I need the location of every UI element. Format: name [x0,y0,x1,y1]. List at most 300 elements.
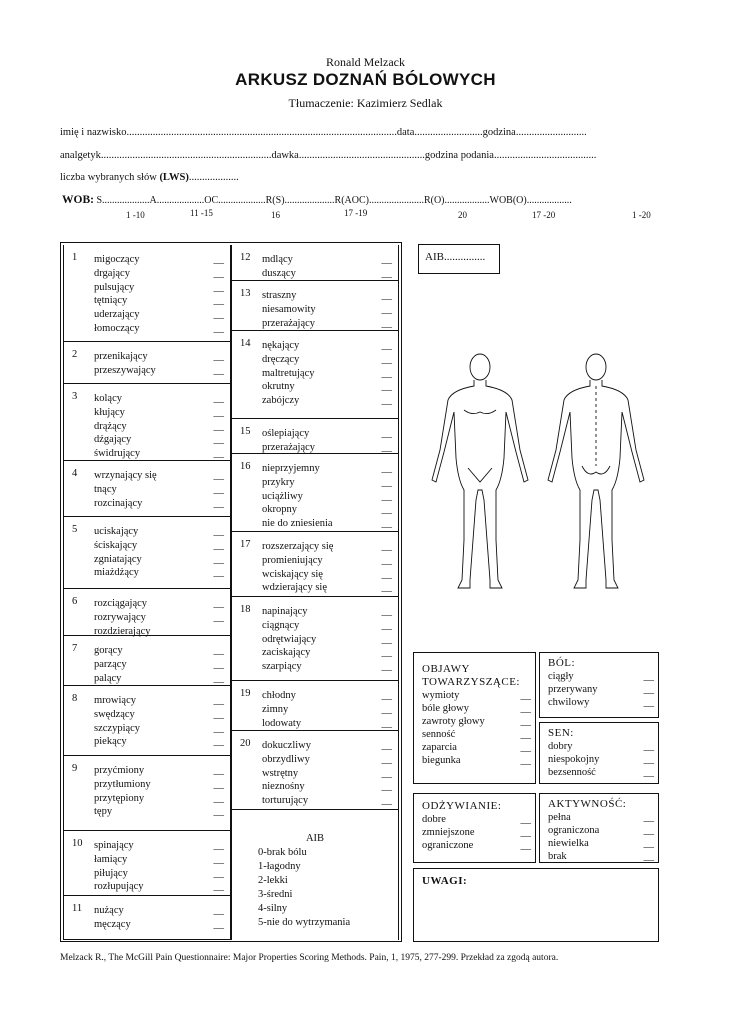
descriptor-label: zaciskający [262,647,311,659]
objawy-item[interactable] [422,702,535,715]
akt-item[interactable] [548,824,658,837]
descriptor-label: łomoczący [94,322,140,334]
descriptor-label: wdzierający się [262,582,328,594]
lws-label: (LWS) [159,172,189,183]
descriptor-label: napinający [262,606,308,617]
group-number: 12 [240,252,251,263]
answer-blank[interactable]: __ [381,441,392,453]
descriptor-label: dźgający [94,434,132,446]
uwagi-box[interactable] [413,868,659,942]
descriptor-word[interactable] [94,708,226,722]
descriptor-label: przytępiony [94,792,145,804]
descriptor-word[interactable] [262,717,394,731]
answer-blank[interactable]: __ [213,918,224,930]
answer-blank[interactable]: __ [643,741,654,752]
range-oc: 16 [271,210,280,220]
descriptor-word[interactable] [94,525,226,539]
descriptor-word[interactable] [94,483,226,497]
odz-item[interactable] [422,839,535,852]
answer-blank[interactable]: __ [213,792,224,804]
answer-blank[interactable]: __ [213,322,224,334]
descriptor-word[interactable] [94,553,226,567]
answer-blank[interactable]: __ [213,567,224,579]
aib-scale-item: 2-lekki [258,875,288,886]
descriptor-word[interactable] [262,353,394,367]
answer-blank[interactable]: __ [213,351,224,362]
descriptor-label: ściskający [94,539,138,551]
descriptor-word[interactable] [94,880,226,894]
answer-blank[interactable]: __ [213,881,224,893]
body-front-figure[interactable] [432,354,528,588]
descriptor-word[interactable] [262,568,394,582]
wob-fields[interactable]: S...................A...................OC...................R(S)....................R(AOC)......................R(O)..................WOB(O).................. [93,195,572,206]
word-count-label: liczba wybranych słów [60,172,160,183]
descriptor-word[interactable] [262,503,394,517]
descriptor-word[interactable] [94,364,226,378]
descriptor-label: uciążliwy [262,490,303,502]
descriptor-word[interactable] [262,794,394,808]
descriptor-word[interactable] [94,469,226,483]
descriptor-word[interactable] [262,689,394,703]
descriptor-word[interactable] [94,805,226,819]
answer-blank[interactable]: __ [213,658,224,670]
body-diagram[interactable] [412,340,662,600]
answer-blank[interactable]: __ [381,541,392,552]
bol-item[interactable] [548,696,658,709]
descriptor-label: rozszerzający się [262,541,334,552]
aib-scale [231,830,399,940]
answer-blank[interactable]: __ [643,838,654,849]
objawy-item[interactable] [422,728,535,741]
answer-blank[interactable]: __ [381,395,392,407]
answer-blank[interactable]: __ [213,497,224,509]
item-label: bóle głowy [422,703,469,714]
descriptor-word[interactable] [94,839,226,853]
answer-blank[interactable]: __ [213,281,224,293]
aib-scale-item: 3-średni [258,889,293,900]
answer-blank[interactable]: __ [381,504,392,516]
descriptor-label: piłujący [94,867,128,879]
descriptor-label: nieprzyjemny [262,463,320,474]
descriptor-word[interactable] [94,694,226,708]
analgesic-line[interactable]: analgetyk.................................................................dawka................................................godzina podania....................................... [60,150,597,161]
descriptor-word[interactable] [94,566,226,580]
descriptor-word[interactable] [262,380,394,394]
answer-blank[interactable]: __ [213,526,224,537]
descriptor-label: szczypiący [94,722,141,734]
answer-blank[interactable]: __ [213,765,224,776]
range-raoc: 20 [458,210,467,220]
descriptor-group-3 [64,384,230,461]
answer-blank[interactable]: __ [381,717,392,729]
answer-blank[interactable]: __ [520,755,531,766]
sen-item[interactable] [548,753,658,766]
descriptor-word[interactable] [262,767,394,781]
bol-title: BÓL: [548,657,576,669]
answer-blank[interactable]: __ [381,290,392,301]
descriptor-label: dręczący [262,353,300,365]
descriptor-label: nie do zniesienia [262,518,333,530]
answer-blank[interactable]: __ [213,553,224,565]
descriptor-word[interactable] [262,289,394,303]
answer-blank[interactable]: __ [643,851,654,862]
descriptor-group-4 [64,461,230,517]
akt-item[interactable] [548,837,658,850]
descriptor-word[interactable] [94,722,226,736]
descriptor-word[interactable] [262,367,394,381]
descriptor-word[interactable] [94,267,226,281]
answer-blank[interactable]: __ [381,606,392,617]
answer-blank[interactable]: __ [643,767,654,778]
group-number: 18 [240,604,251,615]
answer-blank[interactable]: __ [381,367,392,379]
descriptor-column-left [63,245,231,940]
descriptor-word[interactable] [262,476,394,490]
descriptor-label: tnący [94,483,117,495]
descriptor-word[interactable] [262,427,394,441]
descriptor-group-12 [232,245,398,281]
bol-item[interactable] [548,683,658,696]
group-number: 11 [72,903,83,914]
descriptor-label: wciskający się [262,568,323,580]
descriptor-word[interactable] [262,462,394,476]
descriptor-word[interactable] [94,406,226,420]
descriptor-label: przerażający [262,317,316,329]
descriptor-word[interactable] [94,644,226,658]
aib-scale-title: AIB [305,833,325,844]
answer-blank[interactable]: __ [643,684,654,695]
group-number: 14 [240,338,251,349]
aib-field[interactable]: AIB............... [418,244,500,274]
sen-title: SEN: [548,727,574,739]
wob-label: WOB: [62,194,94,206]
descriptor-word[interactable] [262,394,394,408]
answer-blank[interactable]: __ [643,754,654,765]
answer-blank[interactable]: __ [213,420,224,432]
item-label: zaparcia [422,742,457,753]
descriptor-word[interactable] [262,780,394,794]
translator: Tłumaczenie: Kazimierz Sedlak [288,96,443,110]
descriptor-word[interactable] [94,904,226,918]
answer-blank[interactable]: __ [520,814,531,825]
answer-blank[interactable]: __ [213,470,224,481]
answer-blank[interactable]: __ [213,483,224,495]
descriptor-word[interactable] [94,792,226,806]
descriptor-word[interactable] [94,497,226,511]
odzywianie-title: ODŻYWIANIE: [422,800,502,812]
answer-blank[interactable]: __ [213,645,224,656]
descriptor-word[interactable] [94,597,226,611]
uwagi-title: UWAGI: [422,875,468,887]
sen-item[interactable] [548,766,658,779]
aib-scale-item: 1-łagodny [258,861,301,872]
descriptor-label: okropny [262,504,297,516]
descriptor-label: nużący [94,905,124,916]
descriptor-word[interactable] [94,918,226,932]
descriptor-word[interactable] [262,605,394,619]
answer-blank[interactable]: __ [213,434,224,446]
answer-blank[interactable]: __ [381,568,392,580]
descriptor-word[interactable] [262,581,394,595]
descriptor-word[interactable] [94,308,226,322]
group-number: 8 [72,693,78,704]
descriptor-label: rozłupujący [94,881,144,893]
answer-blank[interactable]: __ [213,539,224,551]
descriptor-label: dokuczliwy [262,740,311,751]
descriptor-word[interactable] [94,853,226,867]
answer-blank[interactable]: __ [381,690,392,701]
akt-item[interactable] [548,850,658,863]
answer-blank[interactable]: __ [643,812,654,823]
group-number: 6 [72,596,78,607]
descriptor-word[interactable] [262,339,394,353]
footer-citation: Melzack R., The McGill Pain Questionnaire: Major Properties Scoring Methods. Pain, 1, 1975, 277-299. Przekład za zgodą autora. [60,953,559,963]
answer-blank[interactable]: __ [381,490,392,502]
descriptor-word[interactable] [94,294,226,308]
descriptor-word[interactable] [262,303,394,317]
answer-blank[interactable]: __ [213,672,224,684]
range-wob: 1 -20 [632,210,651,220]
descriptor-word[interactable] [94,253,226,267]
answer-blank[interactable]: __ [381,647,392,659]
word-count-line[interactable] [60,172,239,183]
answer-blank[interactable]: __ [213,309,224,321]
descriptor-word[interactable] [94,539,226,553]
descriptor-group-8 [64,686,230,756]
objawy-item[interactable] [422,754,535,767]
range-rs: 17 -19 [344,208,368,218]
descriptor-label: tępy [94,806,113,818]
descriptor-label: zgniatający [94,553,142,565]
answer-blank[interactable]: __ [213,905,224,916]
answer-blank[interactable]: __ [213,625,224,637]
descriptor-label: lodowaty [262,717,302,729]
bol-box [539,652,659,718]
item-label: senność [422,729,456,740]
answer-blank[interactable]: __ [381,767,392,779]
descriptor-label: rozciągający [94,598,148,609]
descriptor-label: odrętwiający [262,633,317,645]
item-label: przerywany [548,684,598,695]
aktywnosc-box [539,793,659,863]
descriptor-label: torturujący [262,795,309,807]
descriptor-word[interactable] [262,739,394,753]
answer-blank[interactable]: __ [213,364,224,376]
descriptor-word[interactable] [262,753,394,767]
answer-blank[interactable]: __ [520,716,531,727]
descriptor-word[interactable] [262,703,394,717]
descriptor-word[interactable] [94,611,226,625]
item-label: zawroty głowy [422,716,485,727]
descriptor-word[interactable] [94,672,226,686]
answer-blank[interactable]: __ [213,695,224,706]
answer-blank[interactable]: __ [381,781,392,793]
answer-blank[interactable]: __ [520,840,531,851]
descriptor-label: przerażający [262,441,316,453]
descriptor-label: wstrętny [262,767,299,779]
descriptor-word[interactable] [94,350,226,364]
answer-blank[interactable]: __ [381,554,392,566]
descriptor-word[interactable] [94,778,226,792]
descriptor-label: parzący [94,658,127,670]
odz-item[interactable] [422,813,535,826]
item-label: ciągły [548,671,574,682]
item-label: wymioty [422,690,460,701]
item-label: niewielka [548,838,589,849]
descriptor-label: promieniujący [262,554,323,566]
objawy-item[interactable] [422,689,535,702]
answer-blank[interactable]: __ [643,671,654,682]
descriptor-label: kłujący [94,406,125,418]
descriptor-word[interactable] [262,490,394,504]
answer-blank[interactable]: __ [381,340,392,351]
answer-blank[interactable]: __ [381,518,392,530]
descriptor-word[interactable] [94,420,226,434]
answer-blank[interactable]: __ [381,476,392,488]
descriptor-word[interactable] [262,633,394,647]
descriptor-word[interactable] [262,554,394,568]
answer-blank[interactable]: __ [213,598,224,609]
answer-blank[interactable]: __ [213,867,224,879]
descriptor-word[interactable] [262,646,394,660]
answer-blank[interactable]: __ [213,806,224,818]
answer-blank[interactable]: __ [381,582,392,594]
answer-blank[interactable]: __ [381,661,392,673]
answer-blank[interactable]: __ [381,619,392,631]
answer-blank[interactable]: __ [213,778,224,790]
descriptor-label: męczący [94,918,131,930]
item-label: ograniczona [548,825,600,836]
item-label: biegunka [422,755,461,766]
range-s: 1 -10 [126,210,145,220]
objawy-title-2: TOWARZYSZĄCE: [422,676,520,688]
answer-blank[interactable]: __ [381,463,392,474]
odz-item[interactable] [422,826,535,839]
descriptor-label: mrowiący [94,695,136,706]
answer-blank[interactable]: __ [520,690,531,701]
answer-blank[interactable]: __ [213,393,224,404]
descriptor-group-14 [232,331,398,419]
descriptor-word[interactable] [262,441,394,455]
answer-blank[interactable]: __ [213,611,224,623]
bol-item[interactable] [548,670,658,683]
sen-box [539,722,659,784]
answer-blank[interactable]: __ [381,703,392,715]
group-number: 2 [72,349,78,360]
descriptor-label: gorący [94,645,123,656]
descriptor-word[interactable] [94,867,226,881]
descriptor-word[interactable] [94,735,226,749]
descriptor-group-9 [64,756,230,831]
descriptor-word[interactable] [94,322,226,336]
descriptor-word[interactable] [262,267,394,281]
descriptor-label: łamiący [94,853,128,865]
answer-blank[interactable]: __ [213,406,224,418]
descriptor-label: zimny [262,703,289,715]
descriptor-word[interactable] [94,392,226,406]
descriptor-word[interactable] [94,764,226,778]
descriptor-label: palący [94,672,122,684]
answer-blank[interactable]: __ [381,753,392,765]
objawy-item[interactable] [422,741,535,754]
objawy-item[interactable] [422,715,535,728]
descriptor-label: miażdżący [94,567,139,579]
answer-blank[interactable]: __ [520,827,531,838]
answer-blank[interactable]: __ [381,633,392,645]
answer-blank[interactable]: __ [213,254,224,265]
descriptor-word[interactable] [262,253,394,267]
descriptor-word[interactable] [262,660,394,674]
descriptor-word[interactable] [94,433,226,447]
answer-blank[interactable]: __ [213,853,224,865]
sen-item[interactable] [548,740,658,753]
descriptor-label: duszący [262,267,296,279]
word-count-field[interactable]: ................... [188,172,239,183]
answer-blank[interactable]: __ [643,697,654,708]
descriptor-label: nieznośny [262,781,305,793]
answer-blank[interactable]: __ [213,267,224,279]
range-a: 11 -15 [190,208,213,218]
answer-blank[interactable]: __ [381,740,392,751]
descriptor-label: migoczący [94,254,140,265]
group-number: 13 [240,288,251,299]
descriptor-group-17 [232,532,398,597]
descriptor-group-5 [64,517,230,589]
answer-blank[interactable]: __ [213,722,224,734]
descriptor-group-20 [232,731,398,810]
answer-blank[interactable]: __ [381,428,392,439]
answer-blank[interactable]: __ [381,353,392,365]
answer-blank[interactable]: __ [213,840,224,851]
answer-blank[interactable]: __ [213,295,224,307]
answer-blank[interactable]: __ [213,448,224,460]
descriptor-group-6 [64,589,230,636]
body-back-figure[interactable] [548,354,644,588]
answer-blank[interactable]: __ [381,303,392,315]
descriptor-label: świdrujący [94,448,141,460]
objawy-title-1: OBJAWY [422,663,470,675]
answer-blank[interactable]: __ [643,825,654,836]
answer-blank[interactable]: __ [381,381,392,393]
akt-item[interactable] [548,811,658,824]
descriptor-word[interactable] [94,447,226,461]
descriptor-word[interactable] [262,619,394,633]
answer-blank[interactable]: __ [213,736,224,748]
answer-blank[interactable]: __ [381,254,392,265]
wob-line[interactable] [62,194,572,206]
group-number: 15 [240,426,251,437]
item-label: ograniczone [422,840,474,851]
descriptor-group-13 [232,281,398,331]
group-number: 7 [72,643,78,654]
group-number: 20 [240,738,251,749]
descriptor-word[interactable] [262,517,394,531]
descriptor-word[interactable] [262,540,394,554]
answer-blank[interactable]: __ [520,742,531,753]
descriptor-group-11 [64,896,230,940]
name-date-line[interactable]: imię i nazwisko.......................................................................................................data..........................godzina........................... [60,127,587,138]
aktywnosc-title: AKTYWNOŚĆ: [548,798,627,810]
descriptor-word[interactable] [94,281,226,295]
descriptor-word[interactable] [94,658,226,672]
answer-blank[interactable]: __ [381,795,392,807]
answer-blank[interactable]: __ [213,708,224,720]
answer-blank[interactable]: __ [520,729,531,740]
answer-blank[interactable]: __ [381,317,392,329]
answer-blank[interactable]: __ [520,703,531,714]
answer-blank[interactable]: __ [381,267,392,279]
descriptor-word[interactable] [262,317,394,331]
